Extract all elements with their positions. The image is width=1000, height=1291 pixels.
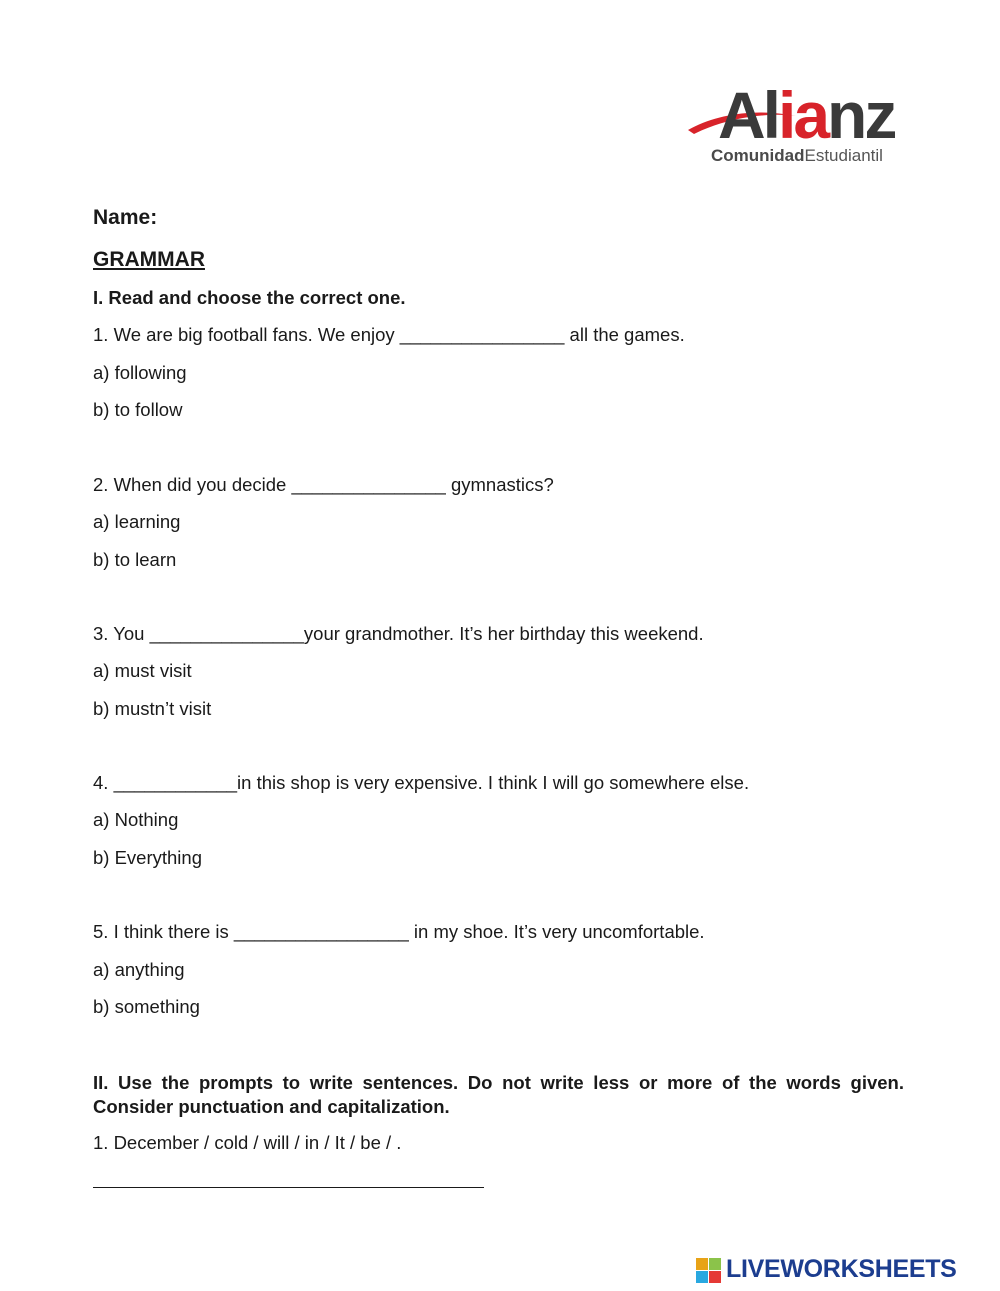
part1-instruction: I. Read and choose the correct one. [93,287,406,308]
option-a[interactable]: a) must visit [93,660,192,681]
question-text: 2. When did you decide _______________ gymnastics? [93,474,554,495]
option-b[interactable]: b) to learn [93,549,177,570]
option-b[interactable]: b) to follow [93,399,183,420]
option-b[interactable]: b) mustn’t visit [93,698,212,719]
name-label: Name: [93,206,158,229]
question-text: 3. You _______________your grandmother. It’s her birthday this weekend. [93,623,704,644]
liveworksheets-watermark [696,1256,996,1286]
alianz-logo [686,78,906,168]
answer-line[interactable] [93,1187,484,1188]
question-text: 1. We are big football fans. We enjoy ________________ all the games. [93,324,685,345]
question-text: 4. ____________in this shop is very expensive. I think I will go somewhere else. [93,772,750,793]
option-a[interactable]: a) Nothing [93,809,179,830]
option-a[interactable]: a) following [93,362,187,383]
question-text: 5. I think there is _________________ in my shoe. It’s very uncomfortable. [93,921,705,942]
liveworksheets-text: LIVEWORKSHEETS [726,1255,957,1283]
option-a[interactable]: a) anything [93,959,185,980]
part2-instruction: II. Use the prompts to write sentences. Do not write less or more of the words given. Consider punctuation and capitalization. [93,1072,904,1117]
logo-wordmark: Alianz [718,78,895,152]
option-b[interactable]: b) something [93,996,200,1017]
liveworksheets-blocks-icon [696,1258,722,1284]
option-b[interactable]: b) Everything [93,847,202,868]
option-a[interactable]: a) learning [93,511,181,532]
section-title: GRAMMAR [93,248,205,271]
prompt-item: 1. December / cold / will / in / It / be / . [93,1132,402,1153]
logo-subtitle: ComunidadEstudiantil [711,146,883,165]
